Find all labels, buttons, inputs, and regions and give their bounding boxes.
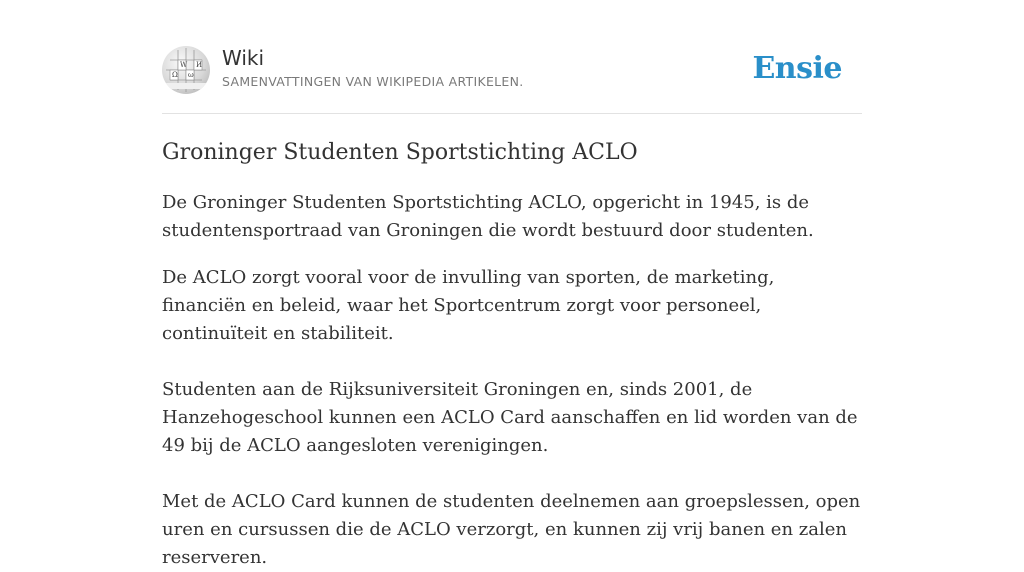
svg-text:W: W xyxy=(180,61,188,69)
article-paragraph-2: De ACLO zorgt vooral voor de invulling van sporten, de marketing, financiën en beleid, waar het Sportcentrum zorgt voor personeel, continuïteit en stabiliteit. xyxy=(162,267,775,344)
site-title[interactable]: Wiki xyxy=(222,46,265,70)
wikipedia-globe-icon[interactable] xyxy=(162,46,210,94)
article-paragraph-1: De Groninger Studenten Sportstichting ACLO, opgericht in 1945, is de studentensportraad van Groningen die wordt bestuurd door studenten. xyxy=(162,192,814,241)
site-header xyxy=(162,0,862,114)
page xyxy=(162,0,862,572)
article-paragraph-3: Studenten aan de Rijksuniversiteit Groningen en, sinds 2001, de Hanzehogeschool kunnen een ACLO Card aanschaffen en lid worden van de 49 bij de ACLO aangesloten verenigingen. xyxy=(162,379,858,456)
article-paragraph-4: Met de ACLO Card kunnen de studenten deelnemen aan groepslessen, open uren en cursussen die de ACLO verzorgt, en kunnen zij vrij banen en zalen reserveren. xyxy=(162,491,861,568)
svg-text:Ω: Ω xyxy=(172,71,178,79)
svg-text:И: И xyxy=(196,61,203,69)
site-subtitle: SAMENVATTINGEN VAN WIKIPEDIA ARTIKELEN. xyxy=(222,74,524,89)
article-title: Groninger Studenten Sportstichting ACLO xyxy=(162,140,638,165)
ensie-brand-logo[interactable]: Ensie xyxy=(752,51,842,86)
svg-text:ω: ω xyxy=(188,71,194,79)
